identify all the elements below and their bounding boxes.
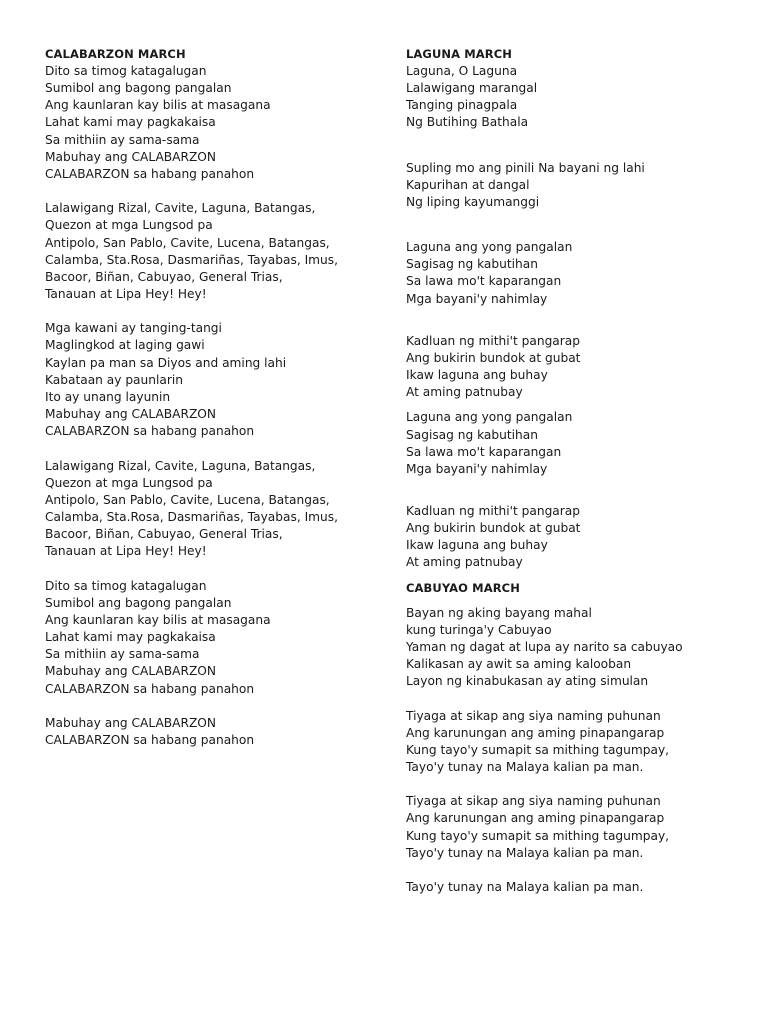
lyric-line: Mabuhay ang CALABARZON	[45, 664, 217, 679]
laguna-cabuyao-column	[406, 46, 746, 896]
lyric-line: Kung tayo'y sumapit sa mithing tagumpay,	[406, 828, 670, 843]
lyric-line: Sa lawa mo't kaparangan	[406, 444, 562, 459]
lyric-line: Supling mo ang pinili Na bayani ng lahi	[406, 160, 645, 175]
lyric-line: Kaylan pa man sa Diyos and aming lahi	[45, 355, 287, 370]
lyric-line: Ang karunungan ang aming pinapangarap	[406, 811, 665, 826]
lyric-line: Ng Butihing Bathala	[406, 115, 529, 130]
cabuyao-stanza-3	[406, 793, 746, 862]
lyric-line: Tiyaga at sikap ang siya naming puhunan	[406, 794, 661, 809]
cabuyao-stanza-1	[406, 605, 746, 691]
lyric-line: Calamba, Sta.Rosa, Dasmariñas, Tayabas, Imus,	[45, 510, 338, 525]
lyric-line: Ang kaunlaran kay bilis at masagana	[45, 98, 271, 113]
lyric-line: Kadluan ng mithi't pangarap	[406, 333, 580, 348]
lyric-line: Lalawigang Rizal, Cavite, Laguna, Batangas,	[45, 458, 316, 473]
lyric-line: Ikaw laguna ang buhay	[406, 368, 548, 383]
lyric-line: Sa mithiin ay sama-sama	[45, 647, 200, 662]
lyric-line: Lahat kami may pagkakaisa	[45, 630, 216, 645]
laguna-stanza-2	[406, 160, 746, 211]
laguna-stanza-4	[406, 333, 746, 402]
lyric-line: Tanauan at Lipa Hey! Hey!	[45, 287, 207, 302]
lyric-line: Ikaw laguna ang buhay	[406, 538, 548, 553]
lyric-line: Ng liping kayumanggi	[406, 194, 540, 209]
calabarzon-stanza-6	[45, 715, 375, 749]
lyric-line: Ang karunungan ang aming pinapangarap	[406, 725, 665, 740]
calabarzon-stanza-4	[45, 458, 375, 561]
lyric-line: Mabuhay ang CALABARZON	[45, 407, 217, 422]
lyric-line: Mga bayani'y nahimlay	[406, 461, 548, 476]
lyric-line: Mabuhay ang CALABARZON	[45, 149, 217, 164]
lyric-line: CALABARZON sa habang panahon	[45, 166, 255, 181]
lyric-line: CALABARZON sa habang panahon	[45, 733, 255, 748]
lyric-line: Lalawigang marangal	[406, 81, 538, 96]
lyric-line: Kapurihan at dangal	[406, 177, 530, 192]
lyric-line: Tanauan at Lipa Hey! Hey!	[45, 544, 207, 559]
lyric-line: Dito sa timog katagalugan	[45, 578, 207, 593]
laguna-stanza-1	[406, 63, 746, 132]
lyric-line: Sa mithiin ay sama-sama	[45, 132, 200, 147]
lyric-line: Bacoor, Biñan, Cabuyao, General Trias,	[45, 269, 283, 284]
lyric-line: Kadluan ng mithi't pangarap	[406, 503, 580, 518]
lyric-line: Tayo'y tunay na Malaya kalian pa man.	[406, 759, 644, 774]
calabarzon-march-column	[45, 46, 375, 749]
calabarzon-march-title: CALABARZON MARCH	[45, 47, 186, 61]
cabuyao-stanza-2	[406, 708, 746, 777]
cabuyao-stanza-4	[406, 879, 746, 896]
lyric-line: Mabuhay ang CALABARZON	[45, 715, 217, 730]
lyric-line: Sagisag ng kabutihan	[406, 257, 538, 272]
lyric-line: Sagisag ng kabutihan	[406, 427, 538, 442]
lyric-line: Tiyaga at sikap ang siya naming puhunan	[406, 708, 661, 723]
lyric-line: Layon ng kinabukasan ay ating simulan	[406, 674, 649, 689]
calabarzon-stanza-3	[45, 320, 375, 440]
lyric-line: Bayan ng aking bayang mahal	[406, 605, 592, 620]
laguna-stanza-6	[406, 503, 746, 572]
laguna-march-title: LAGUNA MARCH	[406, 47, 512, 61]
lyric-line: Ang bukirin bundok at gubat	[406, 350, 581, 365]
lyric-line: Ang kaunlaran kay bilis at masagana	[45, 612, 271, 627]
lyric-line: Calamba, Sta.Rosa, Dasmariñas, Tayabas, Imus,	[45, 252, 338, 267]
cabuyao-march-title: CABUYAO MARCH	[406, 580, 520, 595]
lyric-line: Ang bukirin bundok at gubat	[406, 521, 581, 536]
lyric-line: Mga bayani'y nahimlay	[406, 291, 548, 306]
lyric-line: Mga kawani ay tanging-tangi	[45, 321, 222, 336]
lyric-line: Sa lawa mo't kaparangan	[406, 274, 562, 289]
lyric-line: Laguna, O Laguna	[406, 64, 518, 78]
lyric-line: Antipolo, San Pablo, Cavite, Lucena, Batangas,	[45, 235, 330, 250]
lyric-line: Dito sa timog katagalugan	[45, 64, 207, 78]
laguna-stanza-3	[406, 239, 746, 308]
lyric-line: At aming patnubay	[406, 555, 523, 570]
calabarzon-stanza-2	[45, 200, 375, 303]
lyric-line: Lahat kami may pagkakaisa	[45, 115, 216, 130]
lyric-line: Tayo'y tunay na Malaya kalian pa man.	[406, 880, 644, 895]
lyric-line: Kabataan ay paunlarin	[45, 372, 183, 387]
lyric-line: CALABARZON sa habang panahon	[45, 424, 255, 439]
lyric-line: Lalawigang Rizal, Cavite, Laguna, Batangas,	[45, 201, 316, 216]
lyric-line: Tanging pinagpala	[406, 98, 518, 113]
lyric-line: Kung tayo'y sumapit sa mithing tagumpay,	[406, 742, 670, 757]
lyric-line: kung turinga'y Cabuyao	[406, 622, 552, 637]
calabarzon-stanza-1	[45, 63, 375, 183]
lyric-line: Tayo'y tunay na Malaya kalian pa man.	[406, 845, 644, 860]
lyric-line: Sumibol ang bagong pangalan	[45, 81, 232, 96]
lyric-line: Yaman ng dagat at lupa ay narito sa cabuyao	[406, 639, 683, 654]
lyric-line: Kalikasan ay awit sa aming kalooban	[406, 657, 632, 672]
lyric-line: Quezon at mga Lungsod pa	[45, 475, 213, 490]
lyric-line: Antipolo, San Pablo, Cavite, Lucena, Batangas,	[45, 492, 330, 507]
lyric-line: Ito ay unang layunin	[45, 389, 171, 404]
lyric-line: Maglingkod at laging gawi	[45, 338, 205, 353]
lyric-line: CALABARZON sa habang panahon	[45, 681, 255, 696]
calabarzon-stanza-5	[45, 578, 375, 698]
laguna-stanza-5	[406, 409, 746, 478]
lyric-line: Laguna ang yong pangalan	[406, 410, 573, 425]
lyric-line: At aming patnubay	[406, 385, 523, 400]
lyric-line: Bacoor, Biñan, Cabuyao, General Trias,	[45, 527, 283, 542]
lyric-line: Sumibol ang bagong pangalan	[45, 595, 232, 610]
lyric-line: Quezon at mga Lungsod pa	[45, 218, 213, 233]
lyric-line: Laguna ang yong pangalan	[406, 240, 573, 255]
